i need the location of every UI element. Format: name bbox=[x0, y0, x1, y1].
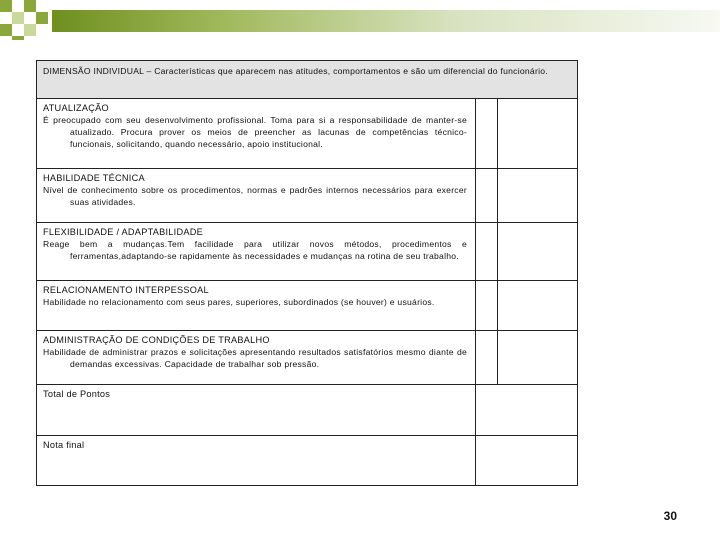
final-label-cell bbox=[43, 439, 467, 451]
table-row bbox=[37, 223, 577, 281]
table-header bbox=[37, 61, 577, 99]
score-cell[interactable] bbox=[497, 169, 577, 222]
score-cell[interactable] bbox=[475, 169, 497, 222]
decor-square bbox=[12, 12, 24, 24]
page-number: 30 bbox=[663, 509, 677, 523]
header-gradient-band bbox=[52, 10, 720, 32]
decor-square bbox=[0, 0, 12, 12]
table-row bbox=[37, 99, 577, 169]
decor-square bbox=[24, 24, 36, 36]
decorative-header bbox=[0, 0, 720, 40]
criterion-title: ADMINISTRAÇÃO DE CONDIÇÕES DE TRABALHO bbox=[43, 335, 270, 345]
score-cell[interactable] bbox=[497, 99, 577, 168]
criterion-cell bbox=[43, 284, 467, 308]
total-label-cell bbox=[43, 388, 467, 400]
score-cell[interactable] bbox=[475, 281, 497, 330]
score-cell[interactable] bbox=[497, 331, 577, 384]
evaluation-table bbox=[36, 60, 578, 486]
table-row bbox=[37, 281, 577, 331]
criterion-title: ATUALIZAÇÃO bbox=[43, 103, 109, 113]
total-row bbox=[37, 385, 577, 436]
total-value-cell[interactable] bbox=[475, 385, 577, 435]
final-value-cell[interactable] bbox=[475, 436, 577, 485]
score-cell[interactable] bbox=[475, 99, 497, 168]
decor-square bbox=[12, 36, 24, 40]
table-row bbox=[37, 331, 577, 385]
criterion-title: RELACIONAMENTO INTERPESSOAL bbox=[43, 285, 209, 295]
score-cell[interactable] bbox=[497, 281, 577, 330]
decor-square bbox=[0, 24, 12, 36]
criterion-description: Reage bem a mudanças.Tem facilidade para utilizar novos métodos, procedimentos e ferramentas,adaptando-se rapidamente às necessidades e mudanças na rotina de seu trabalho. bbox=[43, 239, 467, 261]
score-cell[interactable] bbox=[475, 331, 497, 384]
criterion-cell bbox=[43, 172, 467, 208]
criterion-description: É preocupado com seu desenvolvimento profissional. Toma para si a responsabilidade de manter-se atualizado. Procura prover os meios de preencher as lacunas de competências técnico-funcionais, solicitando, quando necessário, apoio institucional. bbox=[43, 115, 467, 149]
criterion-cell bbox=[43, 226, 467, 262]
header-text: DIMENSÃO INDIVIDUAL – Características que aparecem nas atitudes, comportamentos e são um diferencial do funcionário. bbox=[43, 66, 548, 76]
header-cell bbox=[43, 65, 569, 77]
final-row bbox=[37, 436, 577, 485]
score-cell[interactable] bbox=[497, 223, 577, 280]
final-label: Nota final bbox=[43, 440, 85, 450]
criterion-cell bbox=[43, 334, 467, 370]
criterion-description: Habilidade no relacionamento com seus pares, superiores, subordinados (se houver) e usuários. bbox=[43, 297, 435, 307]
criterion-cell bbox=[43, 102, 467, 150]
total-label: Total de Pontos bbox=[43, 389, 111, 399]
criterion-description: Nível de conhecimento sobre os procedimentos, normas e padrões internos necessários para exercer suas atividades. bbox=[43, 185, 467, 207]
table-row bbox=[37, 169, 577, 223]
criterion-description: Habilidade de administrar prazos e solicitações apresentando resultados satisfatórios mesmo diante de demandas excessivas. Capacidade de trabalhar sob pressão. bbox=[43, 347, 467, 369]
criterion-title: HABILIDADE TÉCNICA bbox=[43, 173, 145, 183]
criterion-title: FLEXIBILIDADE / ADAPTABILIDADE bbox=[43, 227, 203, 237]
score-cell[interactable] bbox=[475, 223, 497, 280]
decor-square bbox=[24, 0, 36, 12]
decor-square bbox=[36, 12, 48, 24]
